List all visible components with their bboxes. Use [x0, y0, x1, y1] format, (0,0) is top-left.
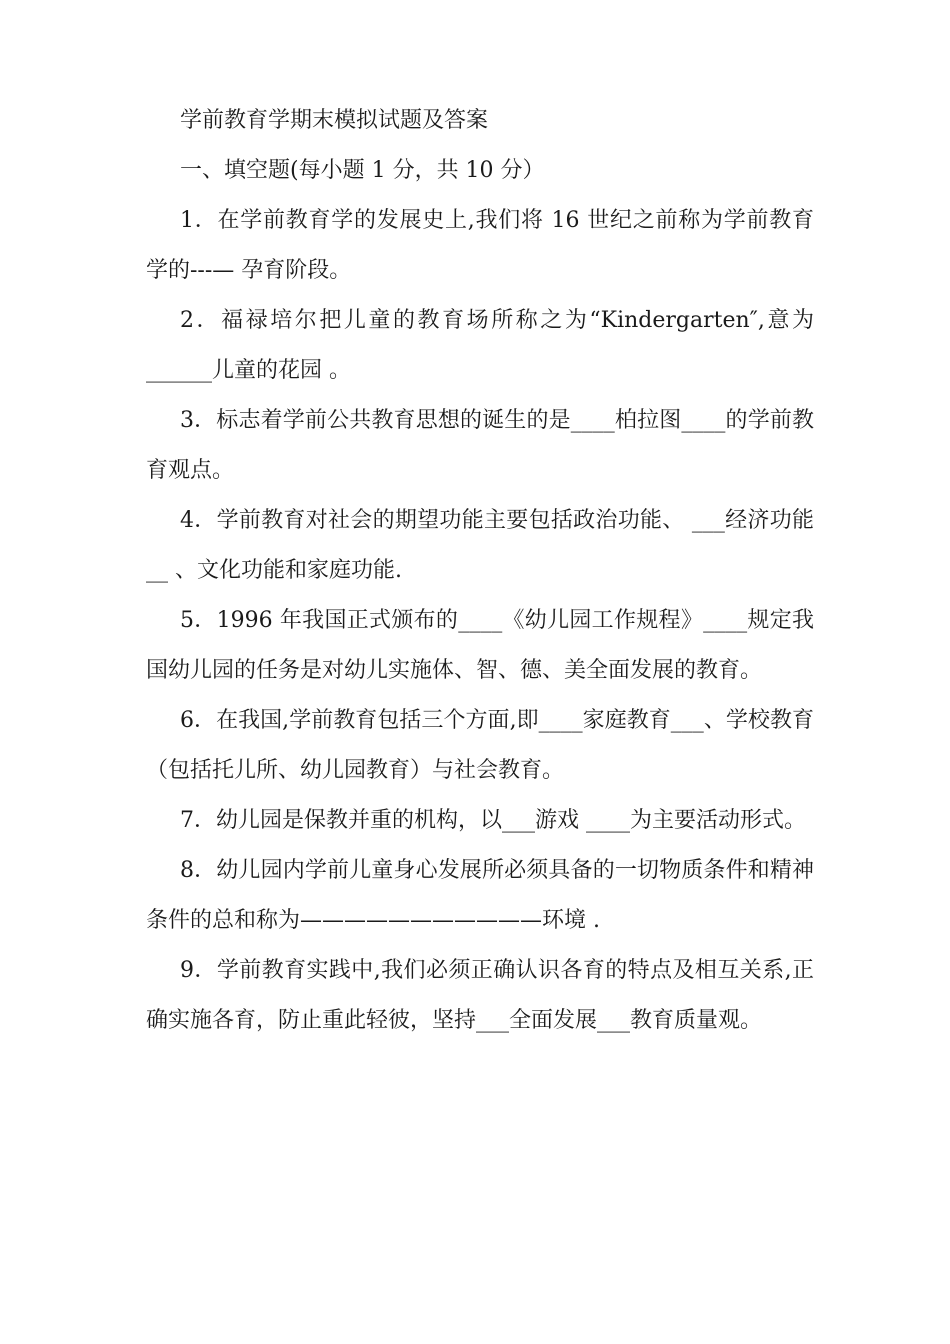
question-3: 3．标志着学前公共教育思想的诞生的是____柏拉图____的学前教育观点。 — [146, 408, 814, 483]
document-body — [146, 96, 814, 1046]
question-1: 1．在学前教育学的发展史上,我们将 16 世纪之前称为学前教育学的---— 孕育阶段。 — [146, 208, 814, 283]
question-8: 8．幼儿园内学前儿童身心发展所必须具备的一切物质条件和精神条件的总和称为———————————环境 . — [146, 858, 814, 933]
question-4: 4．学前教育对社会的期望功能主要包括政治功能、 ___经济功能__ 、文化功能和家庭功能. — [146, 508, 814, 583]
section-heading: 一、填空题(每小题 1 分，共 10 分） — [180, 158, 545, 183]
question-9: 9．学前教育实践中,我们必须正确认识各育的特点及相互关系,正确实施各育，防止重此轻彼，坚持___全面发展___教育质量观。 — [146, 958, 814, 1033]
question-7: 7．幼儿园是保教并重的机构，以___游戏 ____为主要活动形式。 — [180, 808, 806, 833]
question-2: 2．福禄培尔把儿童的教育场所称之为“Kindergarten″,意为______儿童的花园 。 — [146, 308, 814, 383]
question-6: 6．在我国,学前教育包括三个方面,即____家庭教育___、学校教育（包括托儿所、幼儿园教育）与社会教育。 — [146, 708, 814, 783]
document-title: 学前教育学期末模拟试题及答案 — [180, 108, 489, 133]
question-5: 5．1996 年我国正式颁布的____《幼儿园工作规程》____规定我国幼儿园的任务是对幼儿实施体、智、德、美全面发展的教育。 — [146, 608, 814, 683]
